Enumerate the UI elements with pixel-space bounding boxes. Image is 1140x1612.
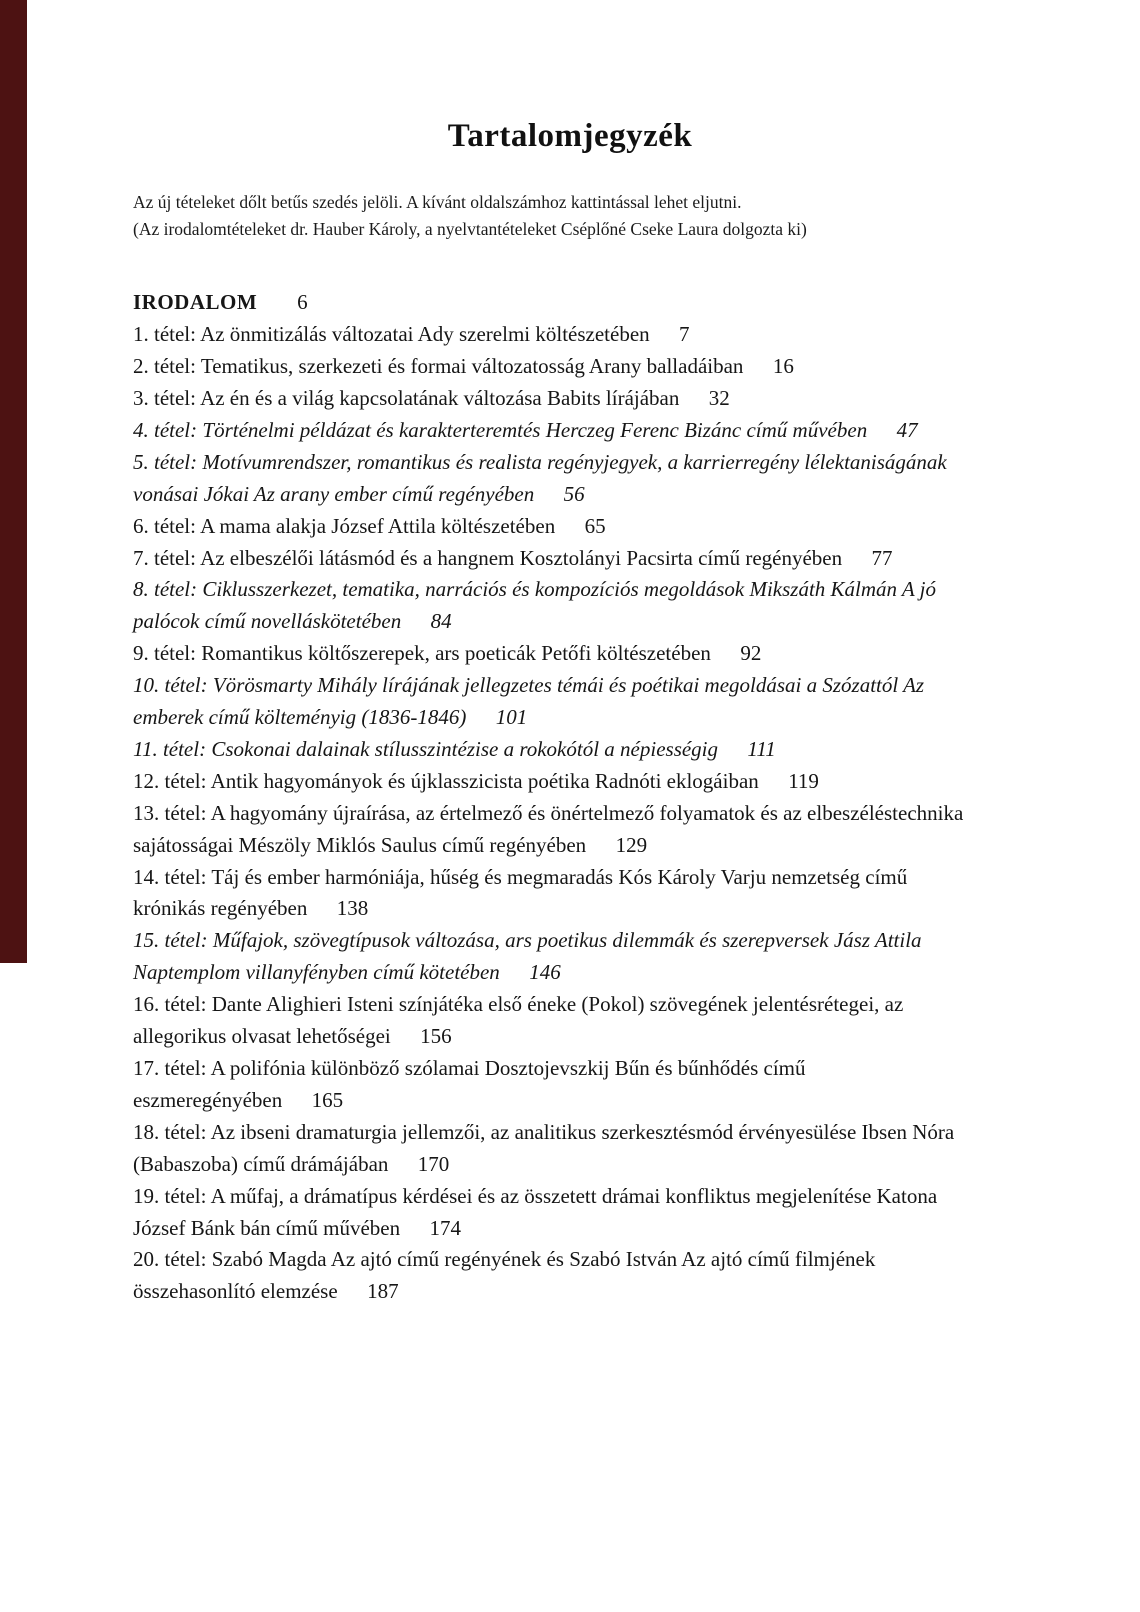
page-number[interactable]: 92 (740, 641, 762, 666)
intro-paragraph (133, 189, 993, 243)
section-heading (133, 287, 969, 319)
entry-text: 15. tétel: Műfajok, szövegtípusok változása, ars poetikus dilemmák és szerepversek Jász Attila Naptemplom villanyfényben című kötetében (133, 928, 922, 985)
page-number[interactable]: 16 (772, 354, 794, 379)
page-number[interactable]: 165 (311, 1087, 344, 1112)
page-number[interactable]: 129 (615, 832, 648, 857)
page-number[interactable]: 174 (429, 1215, 461, 1240)
toc-entry[interactable] (133, 1244, 969, 1308)
intro-line-1: Az új tételeket dőlt betűs szedés jelöli. A kívánt oldalszámhoz kattintással lehet eljutni. (133, 192, 742, 212)
entry-text: 1. tétel: Az önmitizálás változatai Ady szerelmi költészetében (133, 322, 650, 347)
toc-entry[interactable] (133, 543, 969, 575)
intro-line-2: (Az irodalomtételeket dr. Hauber Károly, a nyelvtantételeket Cséplőné Cseke Laura dolgozta ki) (133, 219, 807, 240)
entry-text: 4. tétel: Történelmi példázat és karakterteremtés Herczeg Ferenc Bizánc című művében (133, 417, 868, 442)
page-number[interactable]: 101 (495, 705, 528, 730)
toc-entry[interactable] (133, 1117, 969, 1181)
toc-entry[interactable] (133, 734, 969, 766)
toc-entry[interactable] (133, 447, 969, 511)
entry-text: 5. tétel: Motívumrendszer, romantikus és realista regényjegyek, a karrierregény lélektaniságának vonásai Jókai Az arany ember című regényében (133, 449, 947, 506)
entry-text: 13. tétel: A hagyomány újraírása, az értelmező és önértelmező folyamatok és az elbeszéléstechnika sajátosságai Mészöly Miklós Saulus című regényében (133, 800, 964, 857)
page-number[interactable]: 156 (420, 1024, 452, 1049)
section-page-number[interactable]: 6 (297, 290, 308, 315)
toc-entry[interactable] (133, 383, 969, 415)
page-number[interactable]: 7 (679, 322, 690, 347)
entry-text: 10. tétel: Vörösmarty Mihály lírájának jellegzetes témái és poétikai megoldásai a Szózattól Az emberek című költeményig (1836-1846) (133, 673, 925, 730)
entry-text: 19. tétel: A műfaj, a drámatípus kérdései és az összetett drámai konfliktus megjelenítése Katona József Bánk bán című művében (133, 1183, 938, 1240)
toc-entry[interactable] (133, 511, 969, 543)
toc-entry[interactable] (133, 574, 969, 638)
section-label: IRODALOM (133, 290, 258, 315)
toc-entry[interactable] (133, 798, 969, 862)
toc-entry[interactable] (133, 1053, 969, 1117)
entry-text: 12. tétel: Antik hagyományok és újklasszicista poétika Radnóti eklogáiban (133, 768, 759, 793)
toc-entry[interactable] (133, 351, 969, 383)
page-number[interactable]: 111 (747, 736, 776, 761)
toc-entry[interactable] (133, 1181, 969, 1245)
page-number[interactable]: 56 (563, 481, 585, 506)
toc-list (133, 287, 969, 1308)
toc-entry[interactable] (133, 638, 969, 670)
page-number[interactable]: 146 (529, 960, 561, 985)
toc-entry[interactable] (133, 862, 969, 926)
page-number[interactable]: 32 (708, 385, 730, 410)
toc-entry[interactable] (133, 319, 969, 351)
page-number[interactable]: 138 (336, 896, 369, 921)
page-number[interactable]: 187 (367, 1279, 399, 1304)
page-number[interactable]: 47 (896, 417, 918, 442)
page-number[interactable]: 119 (788, 768, 819, 793)
entry-text: 17. tétel: A polifónia különböző szólamai Dosztojevszkij Bűn és bűnhődés című eszmeregényében (133, 1056, 806, 1112)
entry-text: 11. tétel: Csokonai dalainak stílusszintézise a rokokótól a népiességig (133, 736, 719, 761)
page-title: Tartalomjegyzék (447, 118, 693, 154)
entry-text: 20. tétel: Szabó Magda Az ajtó című regényének és Szabó István Az ajtó című filmjének összehasonlító elemzése (133, 1247, 876, 1304)
entry-text: 14. tétel: Táj és ember harmóniája, hűség és megmaradás Kós Károly Varju nemzetség című krónikás regényében (133, 864, 908, 921)
entry-text: 3. tétel: Az én és a világ kapcsolatának változása Babits lírájában (133, 385, 680, 410)
page-number[interactable]: 65 (584, 513, 606, 538)
toc-entry[interactable] (133, 925, 969, 989)
page-number[interactable]: 77 (871, 545, 893, 570)
entry-text: 7. tétel: Az elbeszélői látásmód és a hangnem Kosztolányi Pacsirta című regényében (133, 545, 843, 570)
toc-entry[interactable] (133, 766, 969, 798)
page-number[interactable]: 170 (417, 1151, 450, 1176)
page-number[interactable]: 84 (430, 609, 452, 634)
toc-entry[interactable] (133, 989, 969, 1053)
entry-text: 16. tétel: Dante Alighieri Isteni színjátéka első éneke (Pokol) szövegének jelentésrétegei, az allegorikus olvasat lehetőségei (133, 992, 904, 1049)
toc-entry[interactable] (133, 415, 969, 447)
entry-text: 9. tétel: Romantikus költőszerepek, ars poeticák Petőfi költészetében (133, 641, 711, 666)
entry-text: 18. tétel: Az ibseni dramaturgia jellemzői, az analitikus szerkesztésmód érvényesülése Ibsen Nóra (Babaszoba) című drámájában (133, 1119, 955, 1176)
entry-text: 6. tétel: A mama alakja József Attila költészetében (133, 513, 556, 538)
entry-text: 2. tétel: Tematikus, szerkezeti és formai változatosság Arany balladáiban (133, 354, 744, 379)
entry-text: 8. tétel: Ciklusszerkezet, tematika, narrációs és kompozíciós megoldások Mikszáth Kálmán A jó palócok című novelláskötetében (133, 577, 936, 634)
toc-entry[interactable] (133, 670, 969, 734)
